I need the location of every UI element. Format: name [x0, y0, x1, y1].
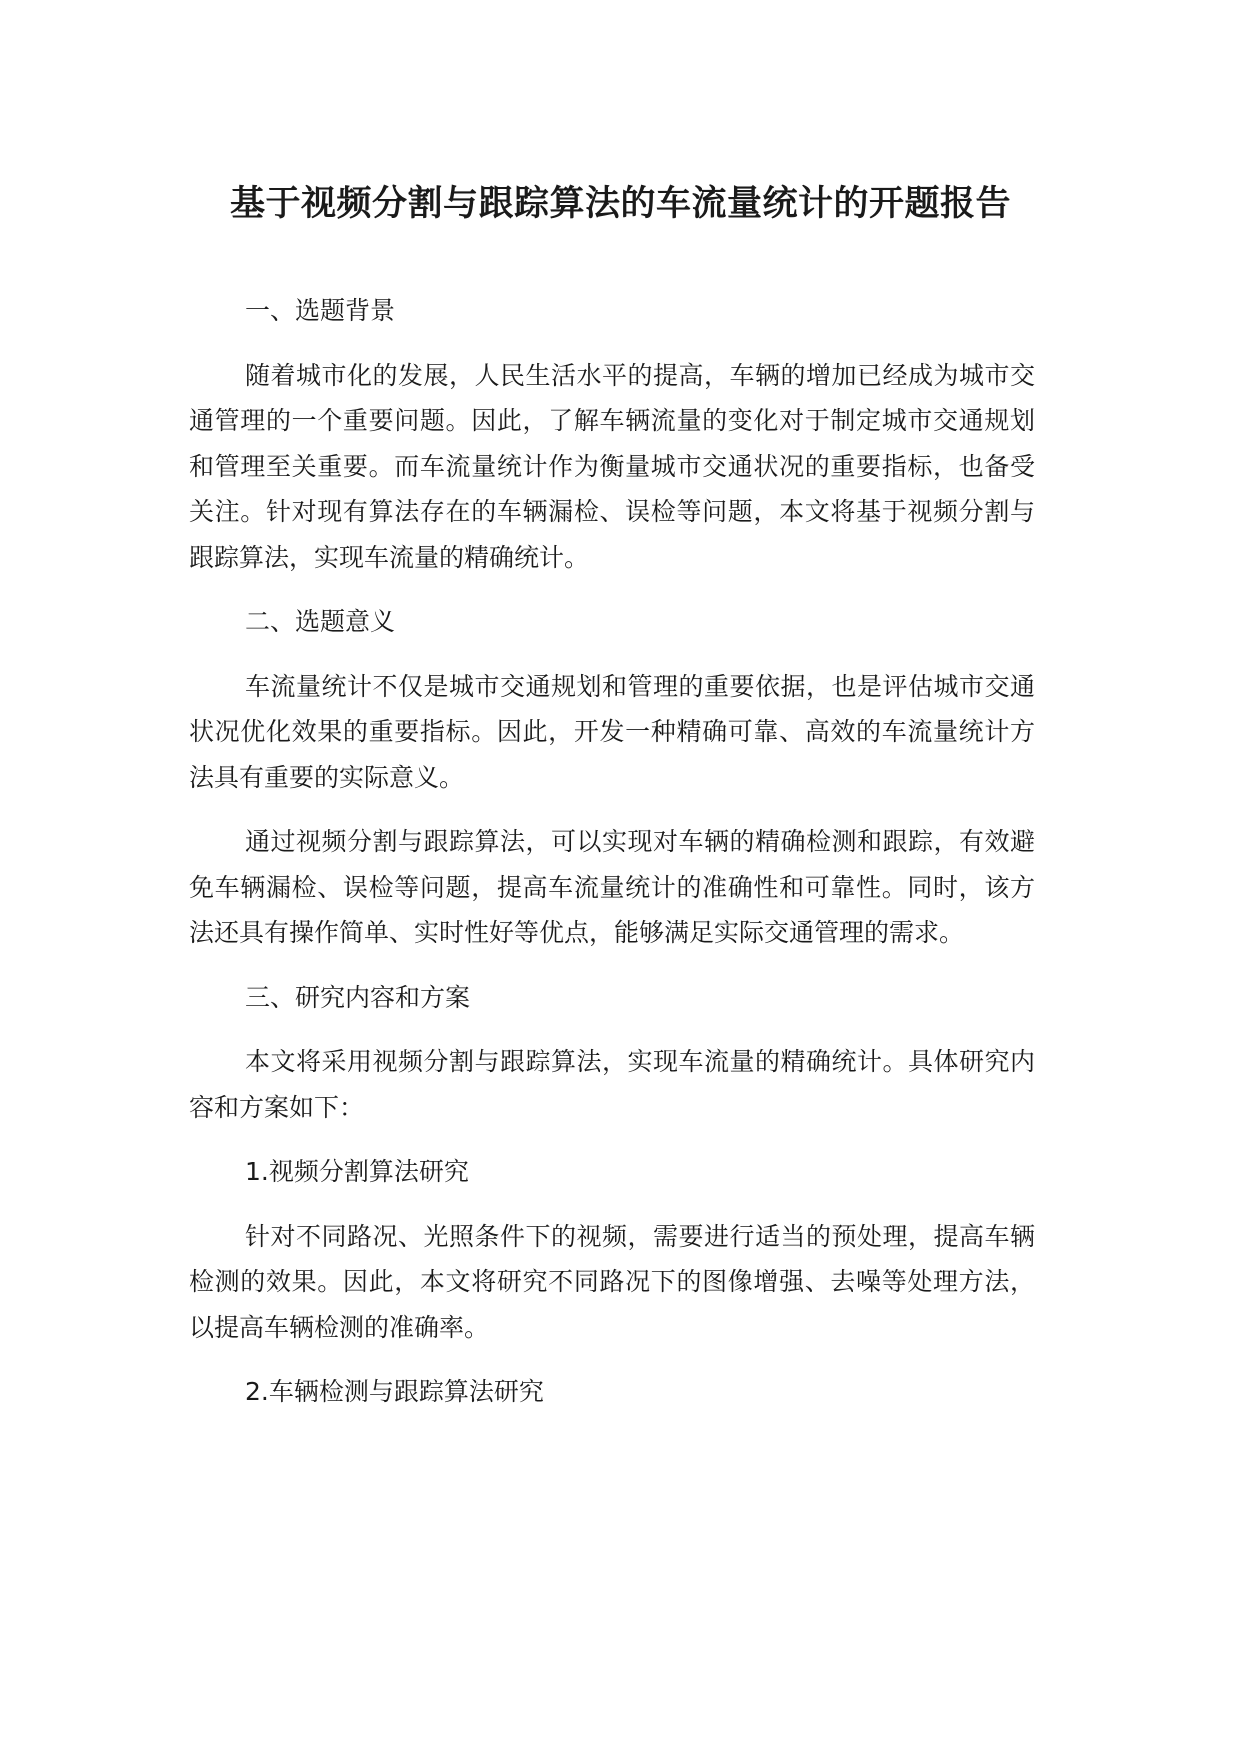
document-body [189, 288, 1035, 1434]
section-heading-significance: 二、选题意义 [245, 607, 396, 636]
paragraph-significance-2: 通过视频分割与跟踪算法，可以实现对车辆的精确检测和跟踪，有效避免车辆漏检、误检等问题，提高车流量统计的准确性和可靠性。同时，该方法还具有操作简单、实时性好等优点，能够满足实际交通管理的需求。 [189, 827, 1035, 947]
paragraph-significance-1: 车流量统计不仅是城市交通规划和管理的重要依据，也是评估城市交通状况优化效果的重要指标。因此，开发一种精确可靠、高效的车流量统计方法具有重要的实际意义。 [189, 671, 1035, 792]
paragraph-research-plan: 本文将采用视频分割与跟踪算法，实现车流量的精确统计。具体研究内容和方案如下： [189, 1047, 1035, 1122]
paragraph-background: 随着城市化的发展，人民生活水平的提高，车辆的增加已经成为城市交通管理的一个重要问题。因此，了解车辆流量的变化对于制定城市交通规划和管理至关重要。而车流量统计作为衡量城市交通状况的重要指标，也备受关注。针对现有算法存在的车辆漏检、误检等问题，本文将基于视频分割与跟踪算法，实现车流量的精确统计。 [189, 360, 1035, 572]
document-title: 基于视频分割与跟踪算法的车流量统计的开题报告 [229, 184, 1011, 224]
paragraph-video-segmentation: 针对不同路况、光照条件下的视频，需要进行适当的预处理，提高车辆检测的效果。因此，本文将研究不同路况下的图像增强、去噪等处理方法，以提高车辆检测的准确率。 [189, 1221, 1035, 1342]
section-heading-background: 一、选题背景 [245, 296, 396, 325]
section-heading-research-plan: 三、研究内容和方案 [245, 982, 471, 1012]
subheading-detection-tracking: 2.车辆检测与跟踪算法研究 [245, 1377, 544, 1406]
subheading-video-segmentation: 1.视频分割算法研究 [245, 1157, 469, 1186]
